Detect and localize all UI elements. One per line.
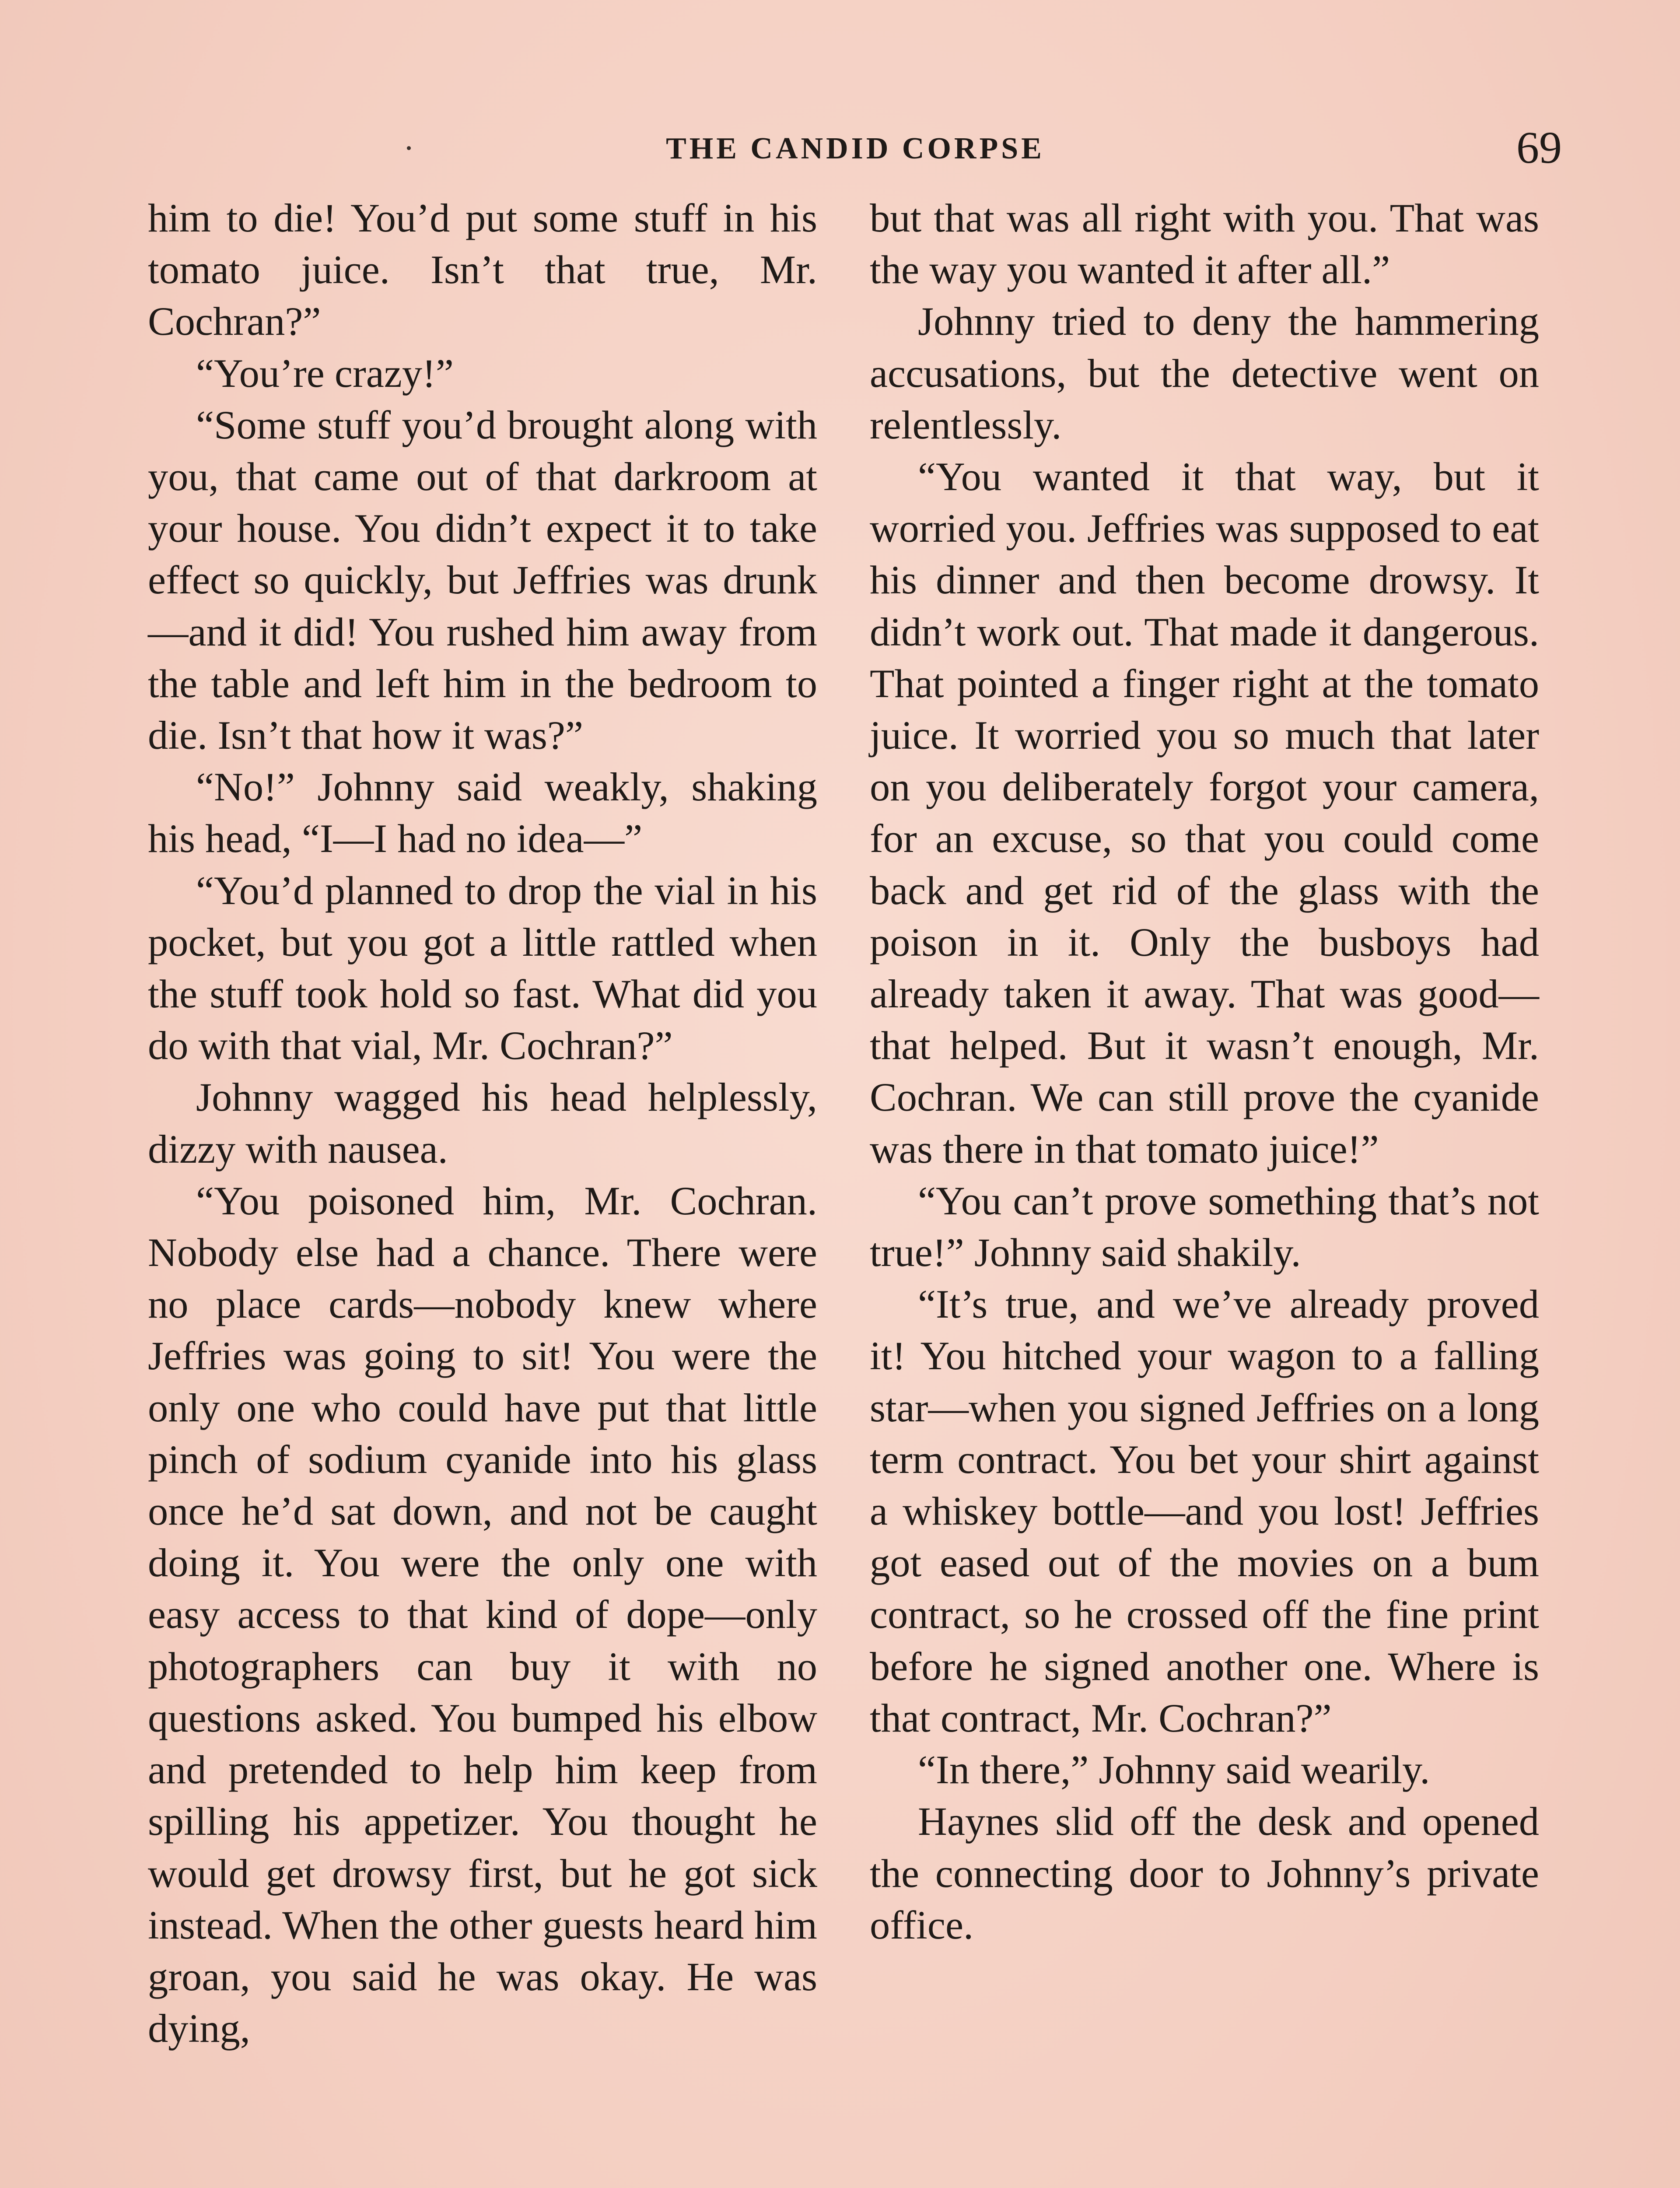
- paragraph: “It’s true, and we’ve already proved it! You hitched your wagon to a falling star—when you signed Jeffries on a long term contract. You bet your shirt against a whiskey bottle—and you lost! Jeffries got eased out of the movies on a bum contract, so he crossed off the fine print before he signed another one. Where is that contract, Mr. Cochran?”: [870, 1282, 1539, 1741]
- running-title: THE CANDID CORPSE: [666, 132, 1045, 165]
- paragraph: “You can’t prove something that’s not true!” Johnny said shakily.: [870, 1178, 1539, 1276]
- paragraph: but that was all right with you. That was the way you wanted it after all.”: [870, 196, 1539, 293]
- paragraph: “In there,” Johnny said wearily.: [918, 1748, 1430, 1793]
- paragraph: “You poisoned him, Mr. Cochran. Nobody else had a chance. There were no place cards—nobody knew where Jeffries was going to sit! You were the only one who could have put that little pinch of sodium cyanide into his glass once he’d sat down, and not be caught doing it. You were the only one with easy access to that kind of dope—only photographers can buy it with no questions asked. You bumped his elbow and pretended to help him keep from spilling his appetizer. You thought he would get drowsy first, but he got sick instead. When the other guests heard him groan, you said he was okay. He was dying,: [148, 1178, 817, 2051]
- paragraph: “Some stuff you’d brought along with you, that came out of that darkroom at your house. You didn’t expect it to take effect so quickly, but Jeffries was drunk—and it did! You rushed him away from the table and left him in the bedroom to die. Isn’t that how it was?”: [148, 403, 817, 758]
- paragraph: him to die! You’d put some stuff in his tomato juice. Isn’t that true, Mr. Cochran?”: [148, 196, 817, 344]
- page-number: 69: [1516, 123, 1562, 173]
- paragraph: Haynes slid off the desk and opened the connecting door to Johnny’s private office.: [870, 1799, 1539, 1948]
- paragraph: “You wanted it that way, but it worried you. Jeffries was supposed to eat his dinner and then become drowsy. It didn’t work out. That made it dangerous. That pointed a finger right at the tomato juice. It worried you so much that later on you deliberately forgot your camera, for an excuse, so that you could come back and get rid of the glass with the poison in it. Only the busboys had already taken it away. That was good—that helped. But it wasn’t enough, Mr. Cochran. We can still prove the cyanide was there in that tomato juice!”: [870, 455, 1539, 1172]
- paragraph: Johnny wagged his head helplessly, dizzy with nausea.: [148, 1075, 817, 1172]
- right-column: [870, 193, 1539, 1951]
- paragraph: “You’d planned to drop the vial in his pocket, but you got a little rattled when the stuff took hold so fast. What did you do with that vial, Mr. Cochran?”: [148, 868, 817, 1069]
- page-header: [149, 123, 1562, 179]
- paragraph: “No!” Johnny said weakly, shaking his head, “I—I had no idea—”: [148, 765, 817, 862]
- left-column: [148, 193, 817, 2055]
- paragraph: Johnny tried to deny the hammering accusations, but the detective went on relentlessly.: [870, 299, 1539, 448]
- paragraph: “You’re crazy!”: [196, 351, 454, 396]
